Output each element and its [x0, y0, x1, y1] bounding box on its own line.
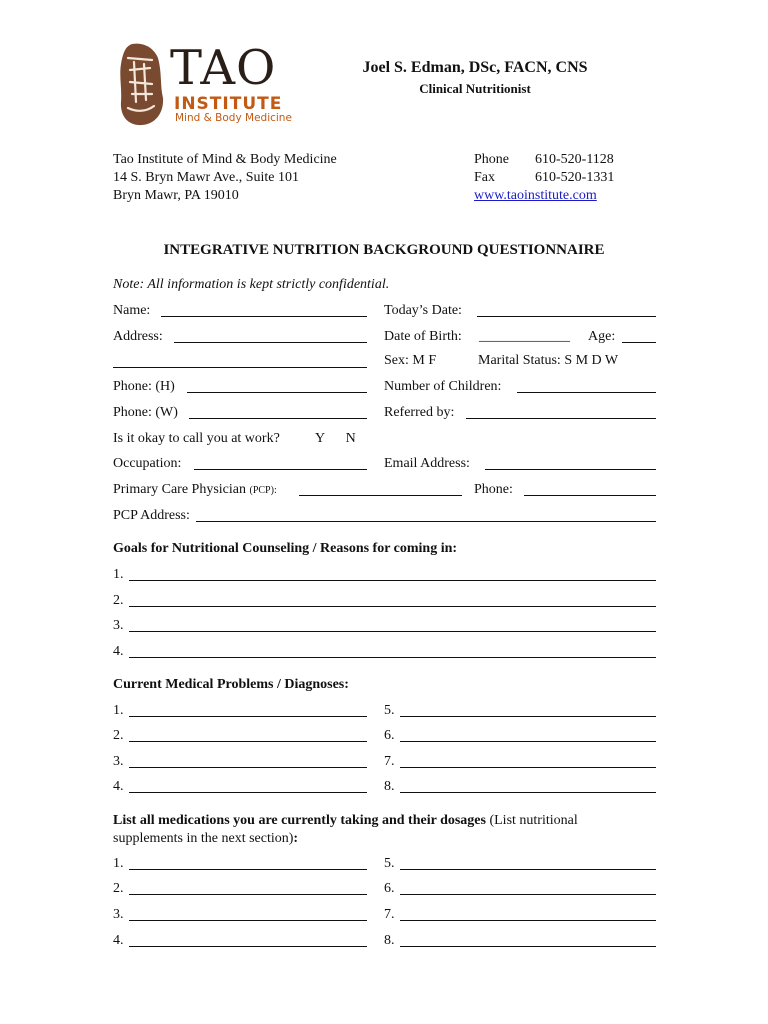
- referred-label: Referred by:: [384, 405, 455, 420]
- fax-value: 610-520-1331: [535, 170, 615, 185]
- medications-heading-line2: [113, 830, 298, 847]
- occupation-label: Occupation:: [113, 456, 182, 471]
- call-work-options[interactable]: Y N: [315, 431, 356, 446]
- medication-right-field[interactable]: [400, 920, 656, 921]
- age-field[interactable]: [622, 342, 656, 343]
- diagnosis-left-number: 1.: [113, 703, 124, 718]
- diagnosis-left-field[interactable]: [129, 767, 367, 768]
- medications-heading: [113, 812, 578, 829]
- pcp-label-text: Primary Care Physician: [113, 482, 246, 497]
- website-link[interactable]: www.taoinstitute.com: [474, 188, 597, 203]
- medications-heading-note-2: supplements in the next section): [113, 831, 294, 846]
- diagnosis-left-number: 3.: [113, 754, 124, 769]
- name-field[interactable]: [161, 316, 367, 317]
- pcp-address-label: PCP Address:: [113, 508, 190, 523]
- form-title: INTEGRATIVE NUTRITION BACKGROUND QUESTIONNAIRE: [163, 242, 605, 258]
- diagnosis-right-number: 6.: [384, 728, 395, 743]
- pcp-label: [113, 481, 277, 499]
- occupation-field[interactable]: [194, 469, 367, 470]
- medications-heading-bold: List all medications you are currently taking and their dosages: [113, 813, 486, 828]
- referred-field[interactable]: [466, 418, 656, 419]
- diagnosis-right-field[interactable]: [400, 716, 656, 717]
- email-field[interactable]: [485, 469, 656, 470]
- pcp-phone-field[interactable]: [524, 495, 656, 496]
- address-field[interactable]: [174, 342, 367, 343]
- pcp-abbrev: (PCP):: [249, 485, 277, 496]
- goal-field[interactable]: [129, 631, 656, 632]
- medication-left-field[interactable]: [129, 869, 367, 870]
- address-line-2: 14 S. Bryn Mawr Ave., Suite 101: [113, 170, 300, 185]
- diagnosis-left-field[interactable]: [129, 716, 367, 717]
- logo-tagline: Mind & Body Medicine: [175, 112, 292, 124]
- goal-field[interactable]: [129, 657, 656, 658]
- medication-right-number: 6.: [384, 881, 395, 896]
- diagnosis-right-number: 7.: [384, 754, 395, 769]
- diagnosis-left-number: 4.: [113, 779, 124, 794]
- todays-date-field[interactable]: [477, 316, 656, 317]
- diagnosis-left-field[interactable]: [129, 792, 367, 793]
- dob-field[interactable]: _____________: [479, 329, 570, 344]
- practitioner-name: Joel S. Edman, DSc, FACN, CNS: [362, 59, 588, 76]
- address-line-1: Tao Institute of Mind & Body Medicine: [113, 152, 337, 167]
- medication-right-field[interactable]: [400, 869, 656, 870]
- call-work-label: Is it okay to call you at work?: [113, 431, 280, 446]
- diagnosis-right-field[interactable]: [400, 792, 656, 793]
- fax-label: Fax: [474, 170, 495, 185]
- phone-work-field[interactable]: [189, 418, 367, 419]
- dob-label: Date of Birth:: [384, 329, 462, 344]
- goal-number: 1.: [113, 567, 124, 582]
- phone-value: 610-520-1128: [535, 152, 614, 167]
- medication-right-number: 7.: [384, 907, 395, 922]
- medication-left-field[interactable]: [129, 946, 367, 947]
- age-label: Age:: [588, 329, 616, 344]
- medication-left-field[interactable]: [129, 894, 367, 895]
- medication-right-number: 8.: [384, 933, 395, 948]
- phone-home-field[interactable]: [187, 392, 367, 393]
- medical-heading: Current Medical Problems / Diagnoses:: [113, 677, 349, 692]
- goal-field[interactable]: [129, 580, 656, 581]
- diagnosis-right-field[interactable]: [400, 741, 656, 742]
- medication-left-field[interactable]: [129, 920, 367, 921]
- medication-left-number: 1.: [113, 856, 124, 871]
- email-label: Email Address:: [384, 456, 470, 471]
- goal-number: 3.: [113, 618, 124, 633]
- diagnosis-right-number: 8.: [384, 779, 395, 794]
- pcp-phone-label: Phone:: [474, 482, 513, 497]
- goal-number: 2.: [113, 593, 124, 608]
- todays-date-label: Today’s Date:: [384, 303, 462, 318]
- phone-work-label: Phone: (W): [113, 405, 178, 420]
- marital-status-options[interactable]: Marital Status: S M D W: [478, 353, 619, 368]
- diagnosis-left-field[interactable]: [129, 741, 367, 742]
- tao-institute-logo: [118, 40, 298, 126]
- logo-wordmark: TAO: [170, 40, 277, 96]
- phone-label: Phone: [474, 152, 509, 167]
- address-line-3: Bryn Mawr, PA 19010: [113, 188, 239, 203]
- medications-heading-note: (List nutritional: [485, 813, 578, 828]
- practitioner-role: Clinical Nutritionist: [419, 81, 531, 96]
- goal-number: 4.: [113, 644, 124, 659]
- medication-right-field[interactable]: [400, 946, 656, 947]
- medications-heading-colon: :: [293, 831, 299, 846]
- name-label: Name:: [113, 303, 151, 318]
- pcp-address-field[interactable]: [196, 521, 656, 522]
- diagnosis-right-number: 5.: [384, 703, 395, 718]
- address-label: Address:: [113, 329, 163, 344]
- phone-home-label: Phone: (H): [113, 379, 175, 394]
- diagnosis-right-field[interactable]: [400, 767, 656, 768]
- medication-left-number: 2.: [113, 881, 124, 896]
- diagnosis-left-number: 2.: [113, 728, 124, 743]
- sex-options[interactable]: Sex: M F: [384, 353, 437, 368]
- medication-left-number: 4.: [113, 933, 124, 948]
- medication-left-number: 3.: [113, 907, 124, 922]
- logo-institute: INSTITUTE: [174, 94, 283, 114]
- children-label: Number of Children:: [384, 379, 502, 394]
- calligraphy-stone-icon: [118, 42, 164, 126]
- confidential-note: Note: All information is kept strictly confidential.: [113, 277, 390, 292]
- address-field-2[interactable]: [113, 367, 367, 368]
- children-field[interactable]: [517, 392, 656, 393]
- medication-right-number: 5.: [384, 856, 395, 871]
- pcp-field[interactable]: [299, 495, 462, 496]
- goals-heading: Goals for Nutritional Counseling / Reasons for coming in:: [113, 541, 458, 556]
- medication-right-field[interactable]: [400, 894, 656, 895]
- goal-field[interactable]: [129, 606, 656, 607]
